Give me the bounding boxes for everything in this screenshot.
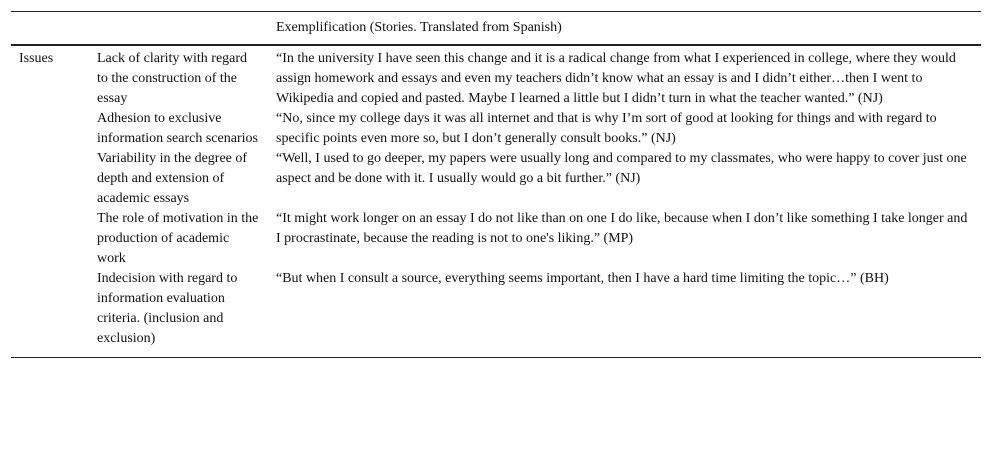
issue-cell: Indecision with regard to information evaluation criteria. (inclusion and exclusion) xyxy=(89,269,268,358)
table-row xyxy=(11,109,981,149)
issues-table xyxy=(11,11,981,358)
example-cell: “No, since my college days it was all internet and that is why I’m sort of good at looking for things and with regard to specific points even more so, but I don’t generally consult books.” (NJ) xyxy=(276,111,937,146)
empty-cell xyxy=(11,109,89,149)
issues-table-container xyxy=(11,11,981,358)
empty-cell xyxy=(11,269,89,358)
table-row xyxy=(11,149,981,209)
issue-cell: Adhesion to exclusive information search scenarios xyxy=(97,111,258,146)
example-cell: “It might work longer on an essay I do not like than on one I do like, because when I don’t like something I take longer and I procrastinate, because the reading is not to one's liking.” (MP) xyxy=(276,211,968,246)
empty-cell xyxy=(11,149,89,209)
issue-cell: The role of motivation in the production of academic work xyxy=(97,211,259,266)
example-cell: “Well, I used to go deeper, my papers were usually long and compared to my classmates, who were happy to cover just one aspect and be done with it. I usually would go a bit further.” (NJ) xyxy=(276,151,967,186)
table-header-row xyxy=(11,12,981,46)
header-cell-1 xyxy=(11,12,89,46)
table-row xyxy=(11,269,981,358)
example-cell: “In the university I have seen this change and it is a radical change from what I experienced in college, where they would assign homework and essays and even my teachers didn’t know what an essay is and I didn’t either…then I went to Wikipedia and copied and pasted. Maybe I learned a little but I didn’t turn in what the teacher wanted.” (NJ) xyxy=(276,51,956,106)
table-row xyxy=(11,209,981,269)
issue-cell: Variability in the degree of depth and extension of academic essays xyxy=(97,151,248,206)
issue-cell: Lack of clarity with regard to the construction of the essay xyxy=(97,51,248,106)
group-label-issues: Issues xyxy=(19,51,54,66)
table-row xyxy=(11,45,981,109)
header-cell-2 xyxy=(89,12,268,46)
header-exemplification: Exemplification (Stories. Translated from Spanish) xyxy=(276,20,562,35)
empty-cell xyxy=(11,209,89,269)
example-cell: “But when I consult a source, everything seems important, then I have a hard time limiting the topic…” (BH) xyxy=(268,269,981,358)
